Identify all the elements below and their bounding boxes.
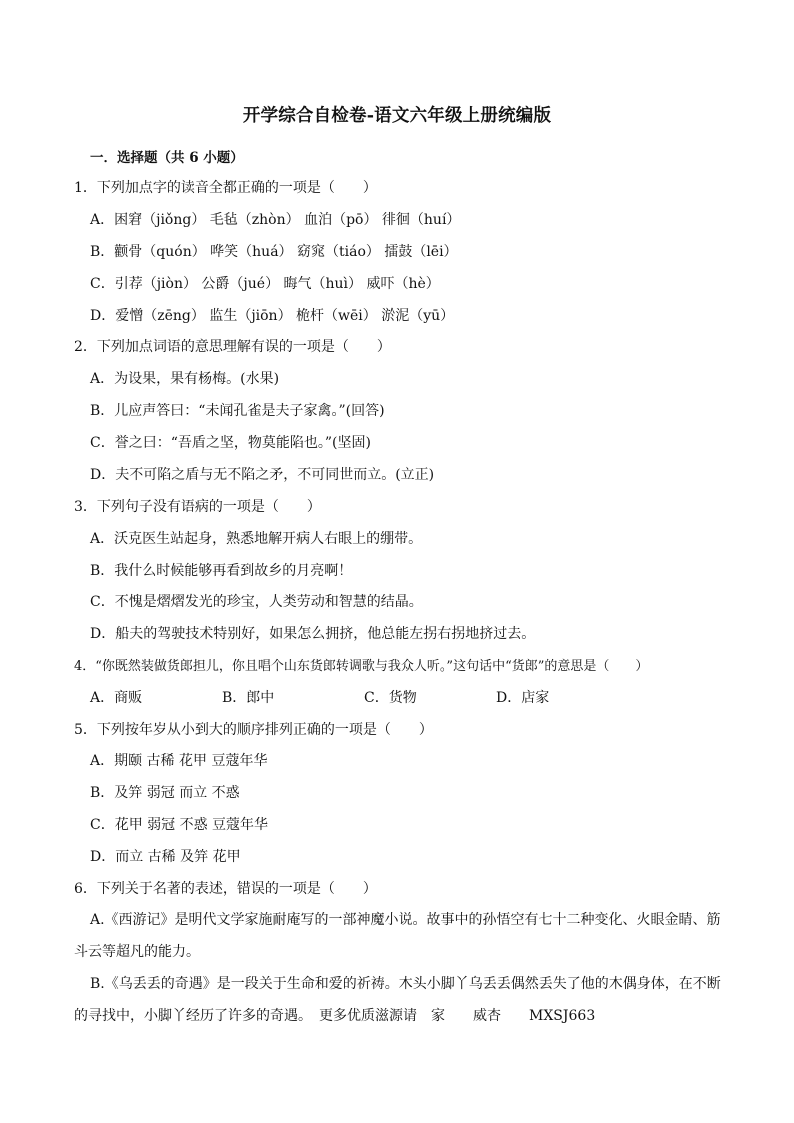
question-3-option-a: A．沃克医生站起身，熟悉地解开病人右眼上的绷带。: [90, 531, 423, 547]
question-6-option-a-line2: 斗云等超凡的能力。: [74, 944, 200, 960]
question-4-option-d: D．店家: [496, 690, 550, 706]
question-2-option-a: A．为设果，果有杨梅。(水果): [90, 371, 280, 387]
question-3-option-c: C．不愧是熠熠发光的珍宝，人类劳动和智慧的结晶。: [90, 594, 423, 610]
section-heading: 一．选择题（共 6 小题）: [90, 150, 244, 166]
question-6-option-b-line1: B.《乌丢丢的奇遇》是一段关于生命和爱的祈祷。木头小脚丫乌丢丢偶然丢失了他的木偶身体，在不断: [90, 976, 721, 992]
question-3-stem: 3．下列句子没有语病的一项是（ ）: [74, 499, 321, 515]
exam-title: 开学综合自检卷-语文六年级上册统编版: [242, 106, 552, 126]
question-5-option-c: C．花甲 弱冠 不惑 豆蔻年华: [90, 817, 269, 833]
question-2-option-b: B．儿应声答曰：“未闻孔雀是夫子家禽。”(回答): [90, 403, 385, 419]
question-6-option-a-line1: A.《西游记》是明代文学家施耐庵写的一部神魔小说。故事中的孙悟空有七十二种变化、火眼金睛、筋: [90, 912, 721, 928]
question-1-option-d: D．爱憎（zēng） 监生（jiōn） 桅杆（wēi） 淤泥（yū）: [90, 308, 455, 324]
question-4-options: [90, 687, 690, 707]
question-1-option-b: B．颧骨（quón） 哗笑（huá） 窈窕（tiáo） 擂鼓（lēi）: [90, 244, 458, 260]
question-2-stem: 2．下列加点词语的意思理解有误的一项是（ ）: [74, 339, 391, 355]
question-6-stem: 6．下列关于名著的表述，错误的一项是（ ）: [74, 881, 377, 897]
question-2-option-c: C．誉之曰：“吾盾之坚，物莫能陷也。”(坚固): [90, 435, 371, 451]
question-2-option-d: D．夫不可陷之盾与无不陷之矛，不可同世而立。(立正): [90, 467, 435, 483]
question-5-option-d: D．而立 古稀 及笄 花甲: [90, 849, 241, 865]
question-1-option-c: C．引荐（jiòn） 公爵（jué） 晦气（huì） 威吓（hè）: [90, 276, 440, 292]
question-5-stem: 5．下列按年岁从小到大的顺序排列正确的一项是（ ）: [74, 722, 433, 738]
question-4-option-a: A．商贩: [90, 690, 143, 706]
question-1-stem: 1．下列加点字的读音全都正确的一项是（ ）: [74, 180, 377, 196]
question-6-option-b-line2: 的寻找中，小脚丫经历了许多的奇遇。 更多优质滋源请 家 威杏 MXSJ663: [74, 1008, 596, 1024]
question-5-option-b: B．及笄 弱冠 而立 不惑: [90, 785, 240, 801]
question-3-option-d: D．船夫的驾驶技术特别好，如果怎么拥挤，他总能左拐右拐地挤过去。: [90, 626, 536, 642]
question-4-stem: 4．“你既然装做货郎担儿，你且唱个山东货郎转调歌与我众人听。”这句话中“货郎”的意思是（ ）: [74, 659, 649, 674]
question-3-option-b: B．我什么时候能够再看到故乡的月亮啊！: [90, 563, 353, 579]
question-4-option-b: B．郎中: [222, 690, 275, 706]
question-4-option-c: C．货物: [364, 690, 417, 706]
question-1-option-a: A．困窘（jiǒng） 毛毡（zhòn） 血泊（pō） 徘徊（huí）: [90, 212, 461, 228]
question-5-option-a: A．期颐 古稀 花甲 豆蔻年华: [90, 753, 268, 769]
